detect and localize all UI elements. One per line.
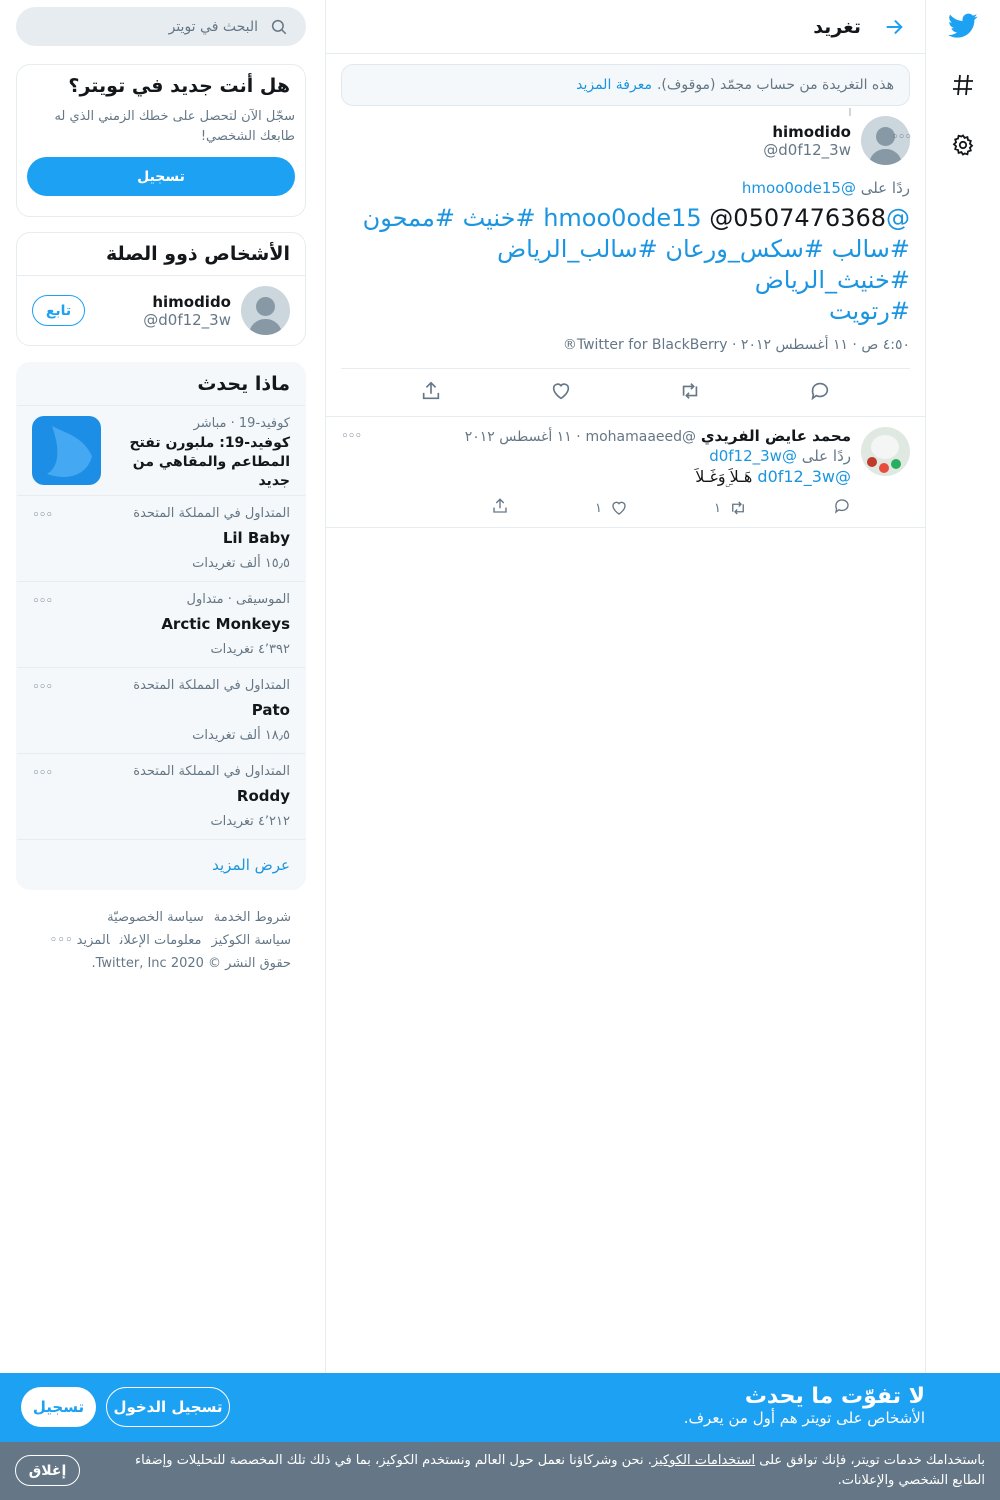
follow-button[interactable]: تابع xyxy=(32,295,85,326)
tweet-author-handle[interactable]: @d0f12_3w xyxy=(763,140,851,159)
back-arrow-icon[interactable] xyxy=(883,16,905,38)
suspended-notice xyxy=(341,64,910,106)
hashtag-link[interactable]: #سكس_ورعان xyxy=(665,235,824,263)
signup-banner xyxy=(0,1373,1000,1442)
reply-actions xyxy=(431,497,851,519)
reply-context xyxy=(341,179,910,197)
cookie-text-after: . نحن وشركاؤنا نعمل حول العالم ونستخدم الكوكيز، بما في ذلك تلك المخصصة للتحليلات وإضفاء الطابع الشخصي والإعلانات. xyxy=(134,1453,985,1488)
reply-date[interactable]: · ١١ أغسطس ٢٠١٢ xyxy=(464,429,581,445)
trend-context: المتداول في المملكة المتحدة xyxy=(133,678,290,693)
trend-item[interactable] xyxy=(17,667,305,753)
notice-text: هذه التغريدة من حساب مجمّد (موقوف). xyxy=(656,77,894,93)
related-handle[interactable]: @d0f12_3w xyxy=(143,310,231,329)
featured-context: كوفيد-19 · مباشر xyxy=(193,416,290,431)
tweet-text-fragment xyxy=(455,204,463,232)
trend-name: Lil Baby xyxy=(222,529,290,547)
share-icon[interactable] xyxy=(420,380,442,406)
reply-retweet-icon xyxy=(729,499,747,517)
featured-image xyxy=(32,416,101,485)
cookie-bar xyxy=(0,1442,1000,1500)
like-icon[interactable] xyxy=(550,380,572,406)
trends-card xyxy=(16,362,306,890)
trend-count: ١٥٫٥ ألف تغريدات xyxy=(192,556,290,571)
trend-name: Arctic Monkeys xyxy=(161,615,290,633)
cta-title: لا تفوّت ما يحدث xyxy=(744,1384,925,1409)
tweet-actions xyxy=(326,369,925,417)
learn-more-link[interactable]: معرفة المزيد xyxy=(576,77,652,93)
reply-like-icon xyxy=(610,499,628,517)
page-title: تغريد xyxy=(813,15,861,38)
trend-item[interactable] xyxy=(17,495,305,581)
cookie-text xyxy=(100,1451,985,1491)
sidebar xyxy=(16,0,306,975)
footer-row-1 xyxy=(16,906,291,929)
hashtag-icon[interactable] xyxy=(942,64,984,106)
search-input[interactable]: البحث في تويتر xyxy=(168,18,258,35)
login-button[interactable]: تسجيل الدخول xyxy=(106,1387,230,1427)
trend-count: ٤٬٣٩٢ تغريدات xyxy=(210,642,290,657)
trend-context: المتداول في المملكة المتحدة xyxy=(133,506,290,521)
reply-body: هَـلاَ ۣوَغَـلاَ xyxy=(695,467,753,486)
more-icon[interactable]: ◦◦◦ xyxy=(891,130,912,145)
related-name[interactable]: himodido xyxy=(152,292,231,311)
trend-item[interactable] xyxy=(17,581,305,667)
reply-author-name[interactable]: محمد عايض الفريدي xyxy=(700,427,851,445)
hashtag-link[interactable]: #خنيث_الرياض xyxy=(754,266,910,294)
main-column xyxy=(325,0,925,1500)
hashtag-link[interactable]: #سالب xyxy=(831,235,910,263)
footer-link[interactable]: شروط الخدمة xyxy=(213,910,291,925)
reply-tweet[interactable] xyxy=(326,417,925,528)
new-card-title: هل أنت جديد في تويتر؟ xyxy=(68,75,290,97)
reply-author-handle[interactable]: @mohamaaeed xyxy=(585,429,697,445)
trend-list xyxy=(17,495,305,839)
hashtag-link[interactable]: #ممحون xyxy=(362,204,455,232)
retweet-count: ١ xyxy=(714,500,721,516)
trend-count: ٤٬٢١٢ تغريدات xyxy=(210,814,290,829)
reply-prefix: ردًا على xyxy=(860,179,910,197)
tweet-text-fragment xyxy=(824,235,832,263)
reply-mention-link[interactable]: @d0f12_3w xyxy=(757,467,851,486)
signup-button[interactable]: تسجيل xyxy=(27,157,295,196)
reply-more-icon[interactable]: ◦◦◦ xyxy=(341,429,362,444)
thread-line xyxy=(849,108,851,116)
search-box[interactable] xyxy=(16,7,306,46)
trend-more-icon[interactable]: ◦◦◦ xyxy=(32,508,53,523)
cookie-text-before: باستخدامك خدمات تويتر، فإنك توافق على xyxy=(759,1453,985,1468)
footer-link[interactable]: سياسة الكوكيز xyxy=(211,933,291,948)
trend-more-icon[interactable]: ◦◦◦ xyxy=(32,680,53,695)
trend-item[interactable] xyxy=(17,753,305,839)
cookie-link[interactable]: استخدامات الكوكيز xyxy=(651,1453,756,1468)
copyright: حقوق النشر © Twitter, Inc 2020. xyxy=(91,956,291,971)
reply-reply-icon[interactable] xyxy=(833,497,851,519)
footer-link[interactable]: معلومات الإعلان xyxy=(119,933,202,948)
footer-link[interactable]: المزيد ◦◦◦ xyxy=(49,933,110,948)
reply-reply-to-link[interactable]: @d0f12_3w xyxy=(709,447,797,465)
reply-share-icon[interactable] xyxy=(491,497,509,519)
tweet-text xyxy=(341,203,910,327)
trend-more-icon[interactable]: ◦◦◦ xyxy=(32,594,53,609)
trend-count: ١٨٫٥ ألف تغريدات xyxy=(192,728,290,743)
hashtag-link[interactable]: @hmoo0ode15 xyxy=(543,204,910,232)
related-people-card xyxy=(16,232,306,346)
trend-context: الموسيقى · متداول xyxy=(186,592,290,607)
tweet-timestamp[interactable]: ٤:٥٠ ص · ١١ أغسطس ٢٠١٢ · Twitter for BlackBerry® xyxy=(341,337,910,369)
hashtag-link[interactable]: #رتويت xyxy=(828,297,910,325)
reply-avatar[interactable] xyxy=(861,427,910,476)
related-avatar[interactable] xyxy=(241,286,290,335)
twitter-bird-icon[interactable] xyxy=(942,5,984,47)
cta-subtitle: الأشخاص على تويتر هم أول من يعرف. xyxy=(683,1409,925,1427)
show-more-row[interactable] xyxy=(17,839,305,889)
trend-more-icon[interactable]: ◦◦◦ xyxy=(32,766,53,781)
new-to-twitter-card xyxy=(16,64,306,217)
reply-like[interactable] xyxy=(595,499,628,517)
retweet-icon[interactable] xyxy=(679,380,701,406)
footer-links xyxy=(16,906,306,975)
show-more-link[interactable]: عرض المزيد xyxy=(212,855,290,874)
reply-text xyxy=(341,467,851,487)
reply-retweet[interactable] xyxy=(714,499,747,517)
trend-name: Pato xyxy=(251,701,290,719)
related-title: الأشخاص ذوو الصلة xyxy=(106,243,290,265)
tweet-text-line xyxy=(341,296,910,327)
featured-trend[interactable] xyxy=(17,405,305,495)
tweet-text-line xyxy=(341,203,910,234)
hashtag-link[interactable]: #خنيث xyxy=(462,204,536,232)
reply-reply-context xyxy=(341,447,851,465)
hashtag-link[interactable]: #سالب_الرياض xyxy=(497,235,658,263)
search-icon xyxy=(270,18,288,36)
reply-reply-prefix: ردًا على xyxy=(801,447,851,465)
main-tweet xyxy=(326,106,925,417)
nav-column xyxy=(925,0,1000,1500)
footer-row-2 xyxy=(16,929,291,952)
tweet-text-line xyxy=(341,234,910,296)
footer-link[interactable]: سياسة الخصوصيّة xyxy=(107,910,204,925)
trends-title: ماذا يحدث xyxy=(197,373,290,395)
cookie-close-button[interactable]: إغلاق xyxy=(15,1455,80,1486)
cta-signup-button[interactable]: تسجيل xyxy=(21,1387,96,1427)
tweet-author-name[interactable]: himodido xyxy=(772,122,851,141)
tweet-text-fragment: @0507476368 xyxy=(535,204,886,232)
featured-headline: كوفيد-19: ملبورن تفتح المطاعم والمقاهي من جديد xyxy=(129,435,290,489)
related-user[interactable] xyxy=(17,275,305,345)
reply-icon[interactable] xyxy=(809,380,831,406)
main-header xyxy=(326,0,925,54)
gear-icon[interactable] xyxy=(942,124,984,166)
reply-to-link[interactable]: @hmoo0ode15 xyxy=(741,179,856,197)
trend-context: المتداول في المملكة المتحدة xyxy=(133,764,290,779)
trend-name: Roddy xyxy=(236,787,290,805)
like-count: ١ xyxy=(595,500,603,516)
new-card-body: سجّل الآن لتحصل على خطك الزمني الذي له طابعك الشخصي! xyxy=(54,109,295,144)
